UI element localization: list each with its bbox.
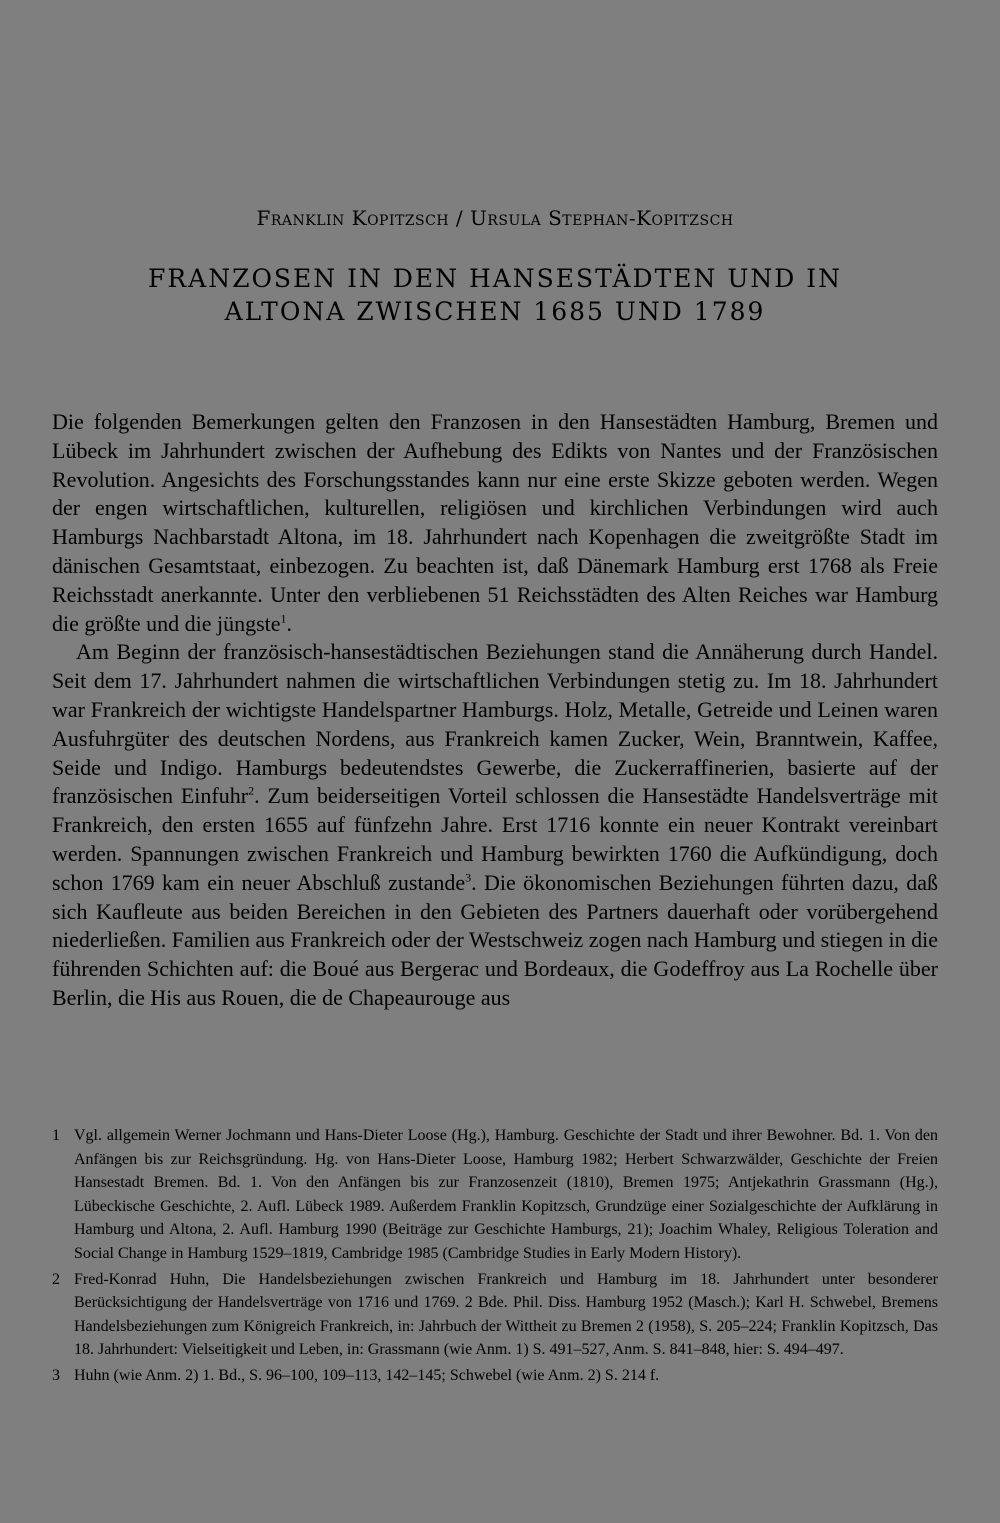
footnote-text: Huhn (wie Anm. 2) 1. Bd., S. 96–100, 109–113, 142–145; Schwebel (wie Anm. 2) S. 214 f.	[74, 1366, 660, 1384]
footnote-number: 2	[52, 1270, 60, 1288]
authors-line: Franklin Kopitzsch / Ursula Stephan-Kopitzsch	[256, 206, 734, 230]
footnote-number: 3	[52, 1366, 60, 1384]
footnote-text: Vgl. allgemein Werner Jochmann und Hans-Dieter Loose (Hg.), Hamburg. Geschichte der Stadt und ihrer Bewohner. Bd. 1. Von den Anfängen bis zur Reichsgründung. Hg. von Hans-Dieter Loose, Hamburg 1982; Herbert Schwarzwälder, Geschichte der Freien Hansestadt Bremen. Bd. 1. Von den Anfängen bis zur Franzosenzeit (1810), Bremen 1975; Antjekathrin Grassmann (Hg.), Lübeckische Geschichte, 2. Aufl. Lübeck 1989. Außerdem Franklin Kopitzsch, Grundzüge einer Sozialgeschichte der Aufklärung in Hamburg und Altona, 2. Aufl. Hamburg 1990 (Beiträge zur Geschichte Hamburgs, 21); Joachim Whaley, Religious Toleration and Social Change in Hamburg 1529–1819, Cambridge 1985 (Cambridge Studies in Early Modern History).	[74, 1127, 938, 1262]
footnote-ref-1: 1	[280, 611, 287, 626]
footnote-ref-3: 3	[465, 870, 472, 885]
footnote	[52, 1268, 938, 1362]
title-line-1: FRANZOSEN IN DEN HANSESTÄDTEN UND IN	[147, 264, 843, 293]
footnote-number: 1	[52, 1127, 60, 1144]
body-text	[52, 408, 938, 1013]
paragraph-1-text: Die folgenden Bemerkungen gelten den Franzosen in den Hansestädten Hamburg, Bremen und Lübeck im Jahrhundert zwischen der Aufhebung des Edikts von Nantes und der Französischen Revolution. Angesichts des Forschungsstandes kann nur eine erste Skizze geboten werden. Wegen der engen wirtschaftlichen, kulturellen, religiösen und kirchlichen Verbindungen wird auch Hamburgs Nachbarstadt Altona, im 18. Jahrhundert nach Kopenhagen die zweitgrößte Stadt im dänischen Gesamtstaat, einbezogen. Zu beachten ist, daß Dänemark Hamburg erst 1768 als Freie Reichsstadt anerkannte. Unter den verbliebenen 51 Reichsstädten des Alten Reiches war Hamburg die größte und die jüngste	[52, 409, 938, 636]
paragraph-1-end: .	[286, 610, 293, 636]
paragraph-2-text-b: . Zum beiderseitigen Vorteil schlossen die Hansestädte Handelsverträge mit Frankreich, den ersten 1655 auf fünfzehn Jahre. Erst 1716 konnte ein neuer Kontrakt vereinbart werden. Spannungen zwischen Frankreich und Hamburg bewirkten 1760 die Aufkündigung, doch schon 1769 kam ein neuer Abschluß zustande	[52, 783, 938, 895]
paragraph-2-text-c: . Die ökonomischen Beziehungen führten dazu, daß sich Kaufleute aus beiden Bereichen in den Gebieten des Partners dauerhaft oder vorübergehend niederließen. Familien aus Frankreich oder der Westschweiz zogen nach Hamburg und stiegen in die führenden Schichten auf: die Boué aus Bergerac und Bordeaux, die Godeffroy aus La Rochelle über Berlin, die His aus Rouen, die de Chapeaurouge aus	[52, 869, 939, 1010]
title-line-2: ALTONA ZWISCHEN 1685 UND 1789	[224, 297, 766, 326]
footnote-ref-2: 2	[248, 784, 255, 799]
paragraph-1	[52, 408, 938, 638]
page	[52, 0, 938, 1523]
footnote	[52, 1124, 938, 1266]
article-title	[52, 262, 938, 328]
paragraph-2-text-a: Am Beginn der französisch-hansestädtischen Beziehungen stand die Annäherung durch Handel. Seit dem 17. Jahrhundert nahmen die wirtschaftlichen Verbindungen stetig zu. Im 18. Jahrhundert war Frankreich der wichtigste Handelspartner Hamburgs. Holz, Metalle, Getreide und Leinen waren Ausfuhrgüter des deutschen Nordens, aus Frankreich kamen Zucker, Wein, Branntwein, Kaffee, Seide und Indigo. Hamburgs bedeutendstes Gewerbe, die Zuckerraffinerien, basierte auf der französischen Einfuhr	[52, 639, 938, 809]
paragraph-2	[52, 638, 938, 1012]
footnotes	[52, 1124, 938, 1390]
footnote	[52, 1364, 938, 1388]
footnote-text: Fred-Konrad Huhn, Die Handelsbeziehungen zwischen Frankreich und Hamburg im 18. Jahrhundert unter besonderer Berücksichtigung der Handelsverträge von 1716 und 1769. 2 Bde. Phil. Diss. Hamburg 1952 (Masch.); Karl H. Schwebel, Bremens Handelsbeziehungen zum Königreich Frankreich, in: Jahrbuch der Wittheit zu Bremen 2 (1958), S. 205–224; Franklin Kopitzsch, Das 18. Jahrhundert: Vielseitigkeit und Leben, in: Grassmann (wie Anm. 1) S. 491–527, Anm. S. 841–848, hier: S. 494–497.	[74, 1270, 938, 1359]
